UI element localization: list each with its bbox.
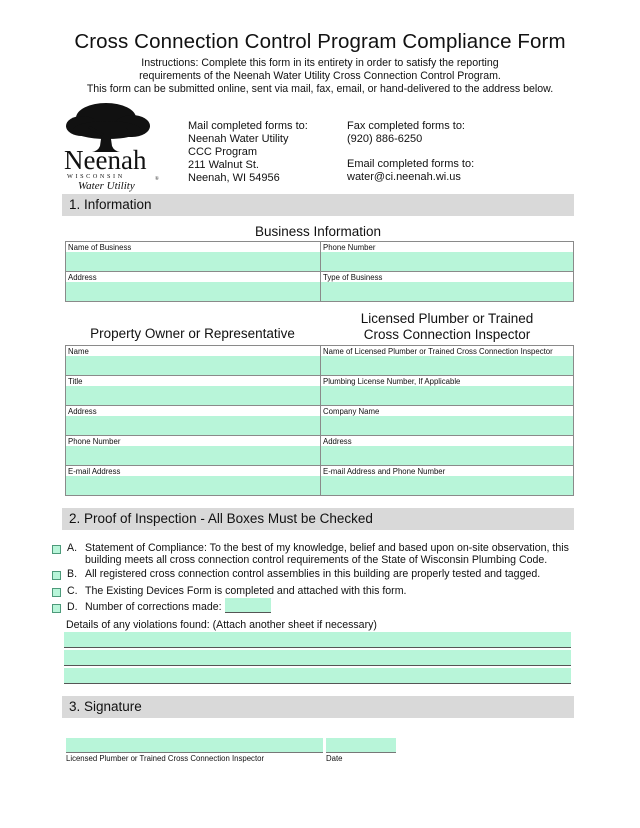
field-label: E-mail Address and Phone Number [323,467,446,476]
field-label: Plumbing License Number, If Applicable [323,377,461,386]
section-2-header: 2. Proof of Inspection - All Boxes Must be Checked [62,508,574,530]
date-field[interactable] [326,738,396,753]
violations-line-1[interactable] [64,632,571,648]
field-label: Company Name [323,407,380,416]
contacts-table [65,345,574,496]
checkbox-a[interactable] [52,545,61,554]
email-address[interactable]: water@ci.neenah.wi.us [347,171,461,183]
date-label: Date [326,754,343,763]
section-3-header: 3. Signature [62,696,574,718]
field-label: Address [68,407,97,416]
mail-city: Neenah, WI 54956 [188,172,280,184]
mail-label: Mail completed forms to: [188,120,308,132]
logo-sub: Water Utility [78,180,135,192]
field-label: Name [68,347,89,356]
instructions-line-3: This form can be submitted online, sent via mail, fax, email, or hand-delivered to the address below. [86,83,554,95]
instructions-line-1: Instructions: Complete this form in its entirety in order to satisfy the reporting [141,57,499,69]
business-name-field[interactable] [66,242,321,272]
logo-mark: ® [155,177,159,182]
plumber-heading-2: Cross Connection Inspector [363,327,531,342]
owner-email-field[interactable] [66,466,321,496]
item-b-text: All registered cross connection control assemblies in this building are properly tested and tagged. [85,568,541,580]
field-label: Phone Number [68,437,121,446]
item-a-text-2: building meets all cross connection control requirements of the State of Wisconsin Plumbing Code. [85,554,548,566]
field-label: Address [323,437,352,446]
mail-block [188,120,308,185]
fax-number: (920) 886-6250 [347,133,423,145]
field-label: Name of Licensed Plumber or Trained Cross Connection Inspector [323,347,553,356]
owner-address-field[interactable] [66,406,321,436]
logo-state: WISCONSIN [67,173,125,180]
plumber-name-field[interactable] [321,346,574,376]
section-1-header: 1. Information [62,194,574,216]
business-table [65,241,574,302]
business-address-field[interactable] [66,272,321,302]
business-heading: Business Information [254,224,382,239]
checkbox-b[interactable] [52,571,61,580]
plumber-email-phone-field[interactable] [321,466,574,496]
checkbox-d[interactable] [52,604,61,613]
signature-label: Licensed Plumber or Trained Cross Connection Inspector [66,754,265,763]
email-label: Email completed forms to: [347,158,475,170]
violations-line-3[interactable] [64,668,571,684]
item-d-letter: D. [67,601,78,613]
plumber-address-field[interactable] [321,436,574,466]
signature-field[interactable] [66,738,323,753]
plumber-company-field[interactable] [321,406,574,436]
owner-phone-field[interactable] [66,436,321,466]
plumber-heading-1: Licensed Plumber or Trained [360,311,534,326]
mail-street: 211 Walnut St. [188,159,259,171]
item-b-letter: B. [67,568,78,580]
business-phone-field[interactable] [321,242,574,272]
field-label: Address [68,273,97,282]
violations-label: Details of any violations found: (Attach another sheet if necessary) [66,619,377,631]
violations-line-2[interactable] [64,650,571,666]
instructions-line-2: requirements of the Neenah Water Utility Cross Connection Control Program. [139,70,501,82]
owner-name-field[interactable] [66,346,321,376]
logo-name: Neenah [64,145,147,175]
fax-label: Fax completed forms to: [347,120,465,132]
item-d-text: Number of corrections made: [85,601,222,613]
field-label: E-mail Address [68,467,121,476]
field-label: Phone Number [323,243,376,252]
checkbox-c[interactable] [52,588,61,597]
plumber-license-field[interactable] [321,376,574,406]
corrections-count-input[interactable] [225,598,271,613]
owner-heading: Property Owner or Representative [90,326,295,341]
mail-org: Neenah Water Utility [188,133,289,145]
owner-title-field[interactable] [66,376,321,406]
item-a-letter: A. [67,542,78,554]
neenah-logo [62,98,166,192]
field-label: Title [68,377,83,386]
business-type-field[interactable] [321,272,574,302]
item-c-letter: C. [67,585,78,597]
tree-icon [62,98,166,192]
item-c-text: The Existing Devices Form is completed and attached with this form. [85,585,407,597]
mail-program: CCC Program [188,146,258,158]
field-label: Type of Business [323,273,383,282]
form-title: Cross Connection Control Program Compliance Form [74,30,566,53]
field-label: Name of Business [68,243,132,252]
item-a-text: Statement of Compliance: To the best of my knowledge, belief and based upon on-site observation, this [85,542,569,554]
